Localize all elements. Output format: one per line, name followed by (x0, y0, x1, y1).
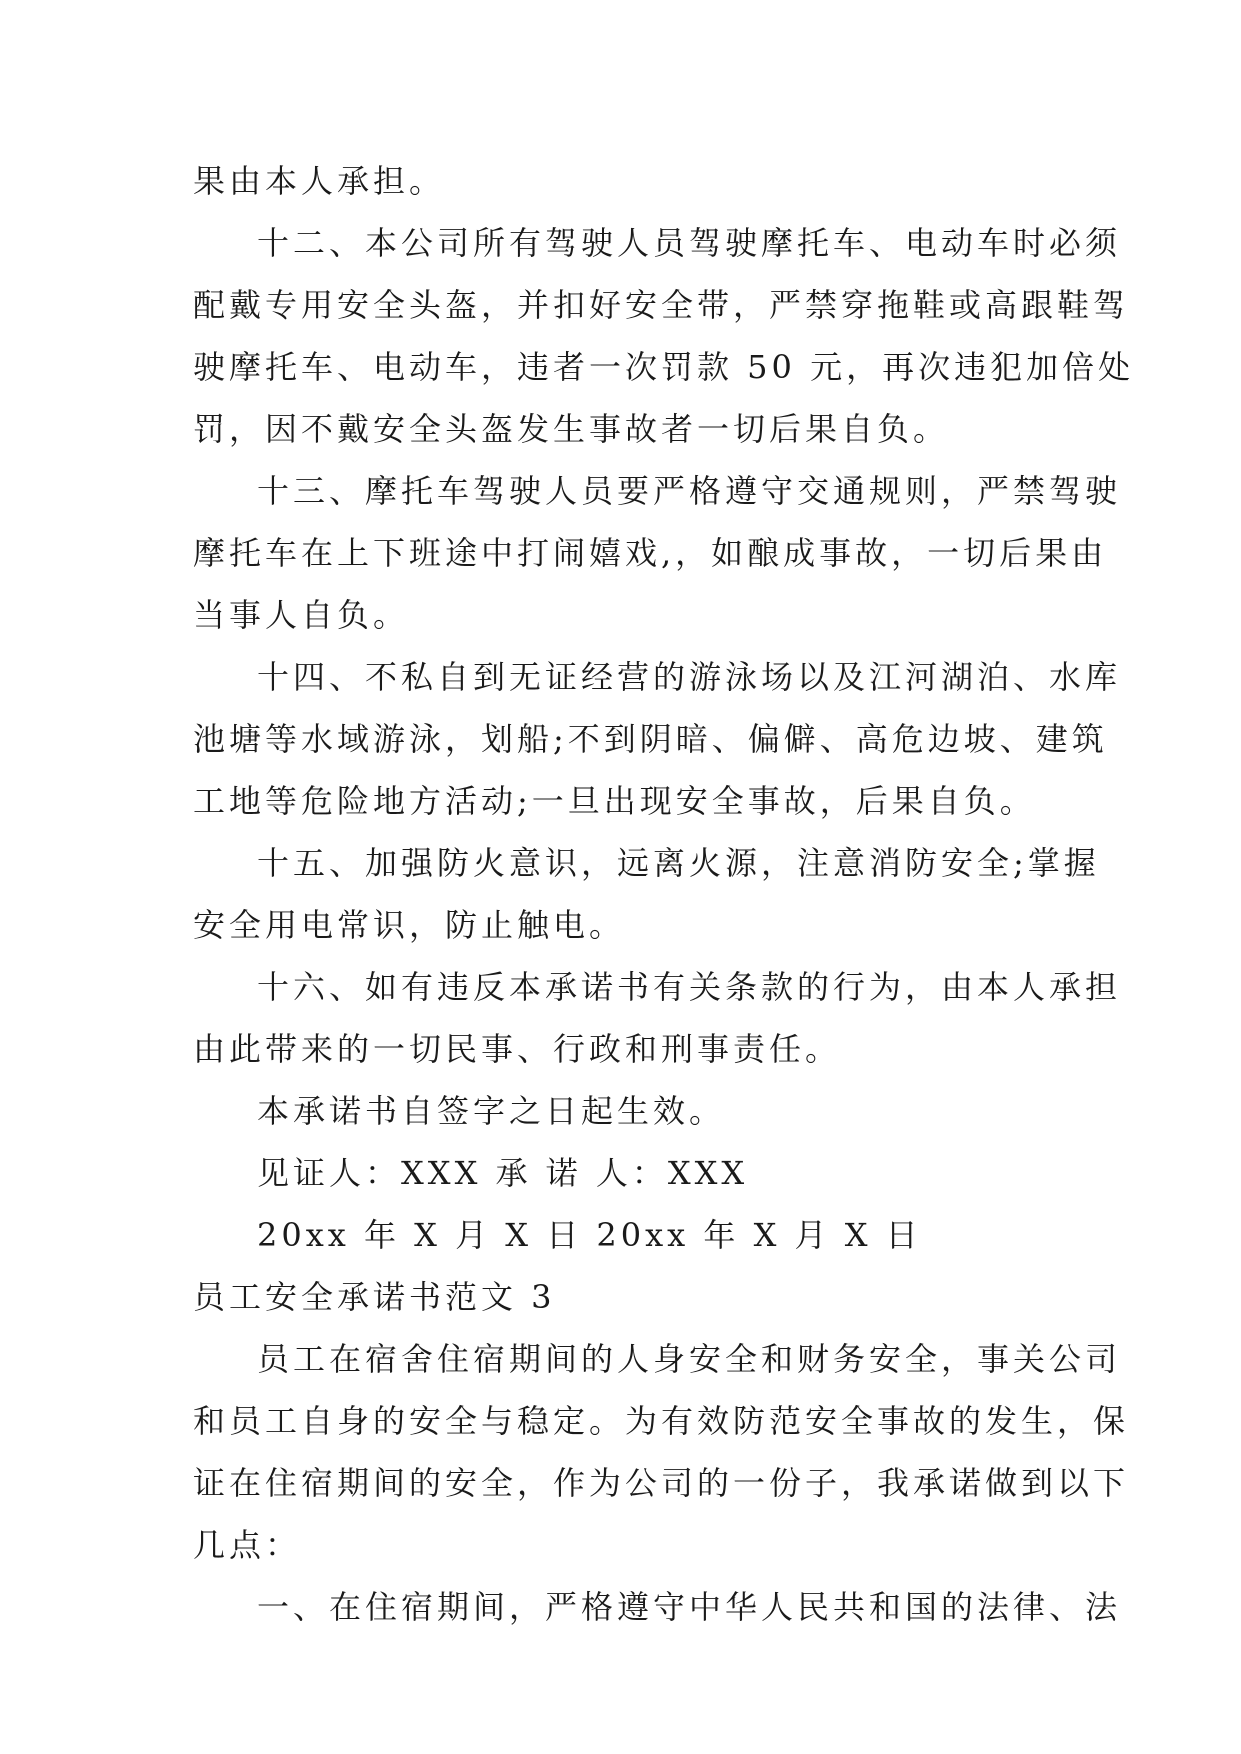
clause-16-line: 十六、如有违反本承诺书有关条款的行为，由本人承担 (257, 968, 1122, 1006)
intro-line: 员工在宿舍住宿期间的人身安全和财务安全，事关公司 (257, 1340, 1122, 1378)
text-line: 工地等危险地方活动;一旦出现安全事故，后果自负。 (193, 782, 1036, 820)
text-line: 果由本人承担。 (193, 162, 446, 200)
clause-12-line: 十二、本公司所有驾驶人员驾驶摩托车、电动车时必须 (257, 224, 1122, 262)
section-title: 员工安全承诺书范文 3 (193, 1278, 556, 1316)
signature-line: 见证人：XXX 承 诺 人：XXX (257, 1154, 749, 1192)
clause-15-line: 十五、加强防火意识，远离火源，注意消防安全;掌握 (257, 844, 1100, 882)
effective-statement: 本承诺书自签字之日起生效。 (257, 1092, 726, 1130)
text-line: 配戴专用安全头盔，并扣好安全带，严禁穿拖鞋或高跟鞋驾 (193, 286, 1130, 324)
clause-1-line: 一、在住宿期间，严格遵守中华人民共和国的法律、法 (257, 1588, 1122, 1626)
text-line: 池塘等水域游泳，划船;不到阴暗、偏僻、高危边坡、建筑 (193, 720, 1108, 758)
text-line: 和员工自身的安全与稳定。为有效防范安全事故的发生，保 (193, 1402, 1130, 1440)
text-line: 证在住宿期间的安全，作为公司的一份子，我承诺做到以下 (193, 1464, 1130, 1502)
text-line: 摩托车在上下班途中打闹嬉戏,，如酿成事故，一切后果由 (193, 534, 1108, 572)
text-line: 几点： (193, 1526, 302, 1564)
clause-13-line: 十三、摩托车驾驶人员要严格遵守交通规则，严禁驾驶 (257, 472, 1122, 510)
date-line: 20xx 年 X 月 X 日 20xx 年 X 月 X 日 (257, 1216, 922, 1254)
text-line: 由此带来的一切民事、行政和刑事责任。 (193, 1030, 842, 1068)
text-line: 驶摩托车、电动车，违者一次罚款 50 元，再次违犯加倍处 (193, 348, 1135, 386)
text-line: 安全用电常识，防止触电。 (193, 906, 626, 944)
text-line: 当事人自负。 (193, 596, 410, 634)
document-body (193, 150, 1135, 1638)
text-line: 罚，因不戴安全头盔发生事故者一切后果自负。 (193, 410, 950, 448)
clause-14-line: 十四、不私自到无证经营的游泳场以及江河湖泊、水库 (257, 658, 1122, 696)
